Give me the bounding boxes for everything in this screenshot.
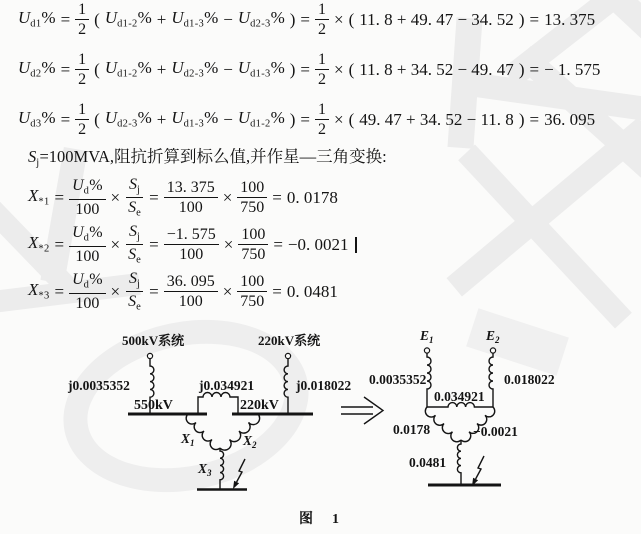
system-500kv-label: 500kV系统 xyxy=(122,333,185,348)
inductor-coil xyxy=(457,440,461,484)
eq-term: $U_{d1-3}\%$ xyxy=(171,8,219,30)
implies-arrow-icon xyxy=(341,397,383,424)
text-cursor xyxy=(355,237,357,253)
eq-lhs: $X_{*3}$ xyxy=(28,280,50,302)
eq-term: $U_{d1-2}\%$ xyxy=(104,58,152,80)
eq-result: 0. 0178 xyxy=(286,188,338,208)
source-e1-label: $E_1$ xyxy=(420,330,434,345)
caption-fig: 图 xyxy=(299,512,313,527)
eq-lhs: $X_{*2}$ xyxy=(28,233,50,255)
fraction-half: $\frac{1}{2}$ xyxy=(75,100,89,139)
eq-lhs: $U_{d1}\%$ xyxy=(18,8,56,30)
eq-result: 36. 095 xyxy=(544,110,596,130)
left-circuit xyxy=(67,333,351,490)
fault-lightning-icon xyxy=(472,456,484,486)
source-e2-label: $E_2$ xyxy=(486,330,500,345)
eq-term: $U_{d1-3}\%$ xyxy=(237,58,285,80)
reactance-value-label: 0.0178 xyxy=(393,422,431,437)
fraction-s: $\frac{S_j}{S_e}$ xyxy=(125,175,144,220)
fraction-ud: $\frac{U_d\%}{100}$ xyxy=(69,223,105,265)
inductor-coil-x3 xyxy=(220,448,224,489)
fraction-base: $\frac{100}{750}$ xyxy=(238,225,268,264)
figure-1-circuit-diagram xyxy=(0,330,641,534)
inductor-coil xyxy=(284,359,288,413)
inductor-coil xyxy=(425,407,461,442)
eq-term: $U_{d1-3}\%$ xyxy=(171,108,219,130)
sj-statement: $S_j=100MVA$,阻抗折算到标么值,并作星—三角变换: xyxy=(28,147,387,169)
caption-number: 1 xyxy=(332,512,339,527)
fraction-base: $\frac{100}{750}$ xyxy=(237,272,267,311)
equation-x2: $X_{*2}$ = $\frac{U_d\%}{100}$ × $\frac{S_j}{S_e}$ = $\frac{-1. 575}{100}$ × $\frac{100}{750}$ = −0. 0021 xyxy=(28,222,357,267)
equation-x3: $X_{*3}$ = $\frac{U_d\%}{100}$ × $\frac{S_j}{S_e}$ = $\frac{36. 095}{100}$ × $\frac{100}{750}$ = 0. 0481 xyxy=(28,270,338,313)
inductor-coil xyxy=(198,393,238,414)
figure-caption xyxy=(299,510,339,527)
eq-term: $U_{d2-3}\%$ xyxy=(237,8,285,30)
eq-result: −0. 0021 xyxy=(287,235,349,255)
eq-term: $U_{d1-2}\%$ xyxy=(104,8,152,30)
eq-lhs: $U_{d3}\%$ xyxy=(18,108,56,130)
sj-value: =100MVA xyxy=(39,147,110,166)
reactance-x3-label: $X_3$ xyxy=(198,461,212,478)
eq-term: $U_{d2-3}\%$ xyxy=(104,108,152,130)
eq-result: − 1. 575 xyxy=(544,60,601,80)
bus-voltage-label: 550kV xyxy=(134,398,173,413)
reactance-x1-label: $X_1$ xyxy=(181,431,195,448)
bus-voltage-label: 220kV xyxy=(240,398,279,413)
equation-x1: $X_{*1}$ = $\frac{U_d\%}{100}$ × $\frac{S_j}{S_e}$ = $\frac{13. 375}{100}$ × $\frac{100}{750}$ = 0. 0178 xyxy=(28,176,338,219)
fraction-ud: $\frac{U_d\%}{100}$ xyxy=(69,176,105,218)
reactance-x2-label: $X_2$ xyxy=(243,433,257,450)
impedance-label: 0.0035352 xyxy=(369,372,427,387)
eq-numeric: 11. 8 + 34. 52 − 49. 47 xyxy=(359,60,514,80)
impedance-label: j0.034921 xyxy=(199,378,255,393)
eq-lhs: $X_{*1}$ xyxy=(28,186,50,208)
terminal-icon xyxy=(424,348,429,353)
fraction-half: $\frac{1}{2}$ xyxy=(75,50,89,89)
sj-text: ,阻抗折算到标么值,并作星—三角变换: xyxy=(109,147,387,166)
terminal-icon xyxy=(285,353,290,358)
equation-ud3: $U_{d3}\%$ = $\frac{1}{2}$ ( $U_{d2-3}\%$ + $U_{d1-3}\%$ − $U_{d1-2}\%$ ) = $\frac{1}{2}$ × ( 49. 47 + 34. 52 − 11. 8 ) = 36. 095 xyxy=(18,101,596,139)
terminal-icon xyxy=(147,353,152,358)
fraction-half: $\frac{1}{2}$ xyxy=(315,0,329,39)
fraction-half: $\frac{1}{2}$ xyxy=(75,0,89,39)
fraction-half: $\frac{1}{2}$ xyxy=(315,100,329,139)
fault-lightning-icon xyxy=(233,459,245,489)
right-circuit xyxy=(369,330,555,486)
impedance-label: 0.018022 xyxy=(504,372,555,387)
inductor-coil xyxy=(427,353,431,407)
fraction-num: $\frac{13. 375}{100}$ xyxy=(164,178,218,217)
impedance-label: j0.0035352 xyxy=(68,378,130,393)
eq-numeric: 49. 47 + 34. 52 − 11. 8 xyxy=(359,110,514,130)
reactance-value-label: 0.0481 xyxy=(409,455,447,470)
equation-ud2: $U_{d2}\%$ = $\frac{1}{2}$ ( $U_{d1-2}\%$ + $U_{d2-3}\%$ − $U_{d1-3}\%$ ) = $\frac{1}{2}$ × ( 11. 8 + 34. 52 − 49. 47 ) = − 1. 575 xyxy=(18,51,601,89)
impedance-label: j0.018022 xyxy=(296,378,352,393)
impedance-label: 0.034921 xyxy=(434,389,485,404)
equation-ud1: $U_{d1}\%$ = $\frac{1}{2}$ ( $U_{d1-2}\%$ + $U_{d1-3}\%$ − $U_{d2-3}\%$ ) = $\frac{1}{2}$ × ( 11. 8 + 49. 47 − 34. 52 ) = 13. 375 xyxy=(18,1,596,39)
fraction-s: $\frac{S_j}{S_e}$ xyxy=(125,222,144,267)
eq-result: 0. 0481 xyxy=(286,282,338,302)
eq-term: $U_{d2-3}\%$ xyxy=(171,58,219,80)
system-220kv-label: 220kV系统 xyxy=(258,333,321,348)
fraction-ud: $\frac{U_d\%}{100}$ xyxy=(69,270,105,312)
fraction-num: $\frac{-1. 575}{100}$ xyxy=(164,225,219,264)
fraction-s: $\frac{S_j}{S_e}$ xyxy=(125,269,144,314)
terminal-icon xyxy=(490,348,495,353)
eq-result: 13. 375 xyxy=(544,10,596,30)
inductor-coil xyxy=(489,353,493,407)
fraction-half: $\frac{1}{2}$ xyxy=(315,50,329,89)
fraction-base: $\frac{100}{750}$ xyxy=(237,178,267,217)
eq-numeric: 11. 8 + 49. 47 − 34. 52 xyxy=(359,10,514,30)
reactance-value-label: −0.0021 xyxy=(473,424,518,439)
fraction-num: $\frac{36. 095}{100}$ xyxy=(164,272,218,311)
eq-lhs: $U_{d2}\%$ xyxy=(18,58,56,80)
eq-term: $U_{d1-2}\%$ xyxy=(237,108,285,130)
